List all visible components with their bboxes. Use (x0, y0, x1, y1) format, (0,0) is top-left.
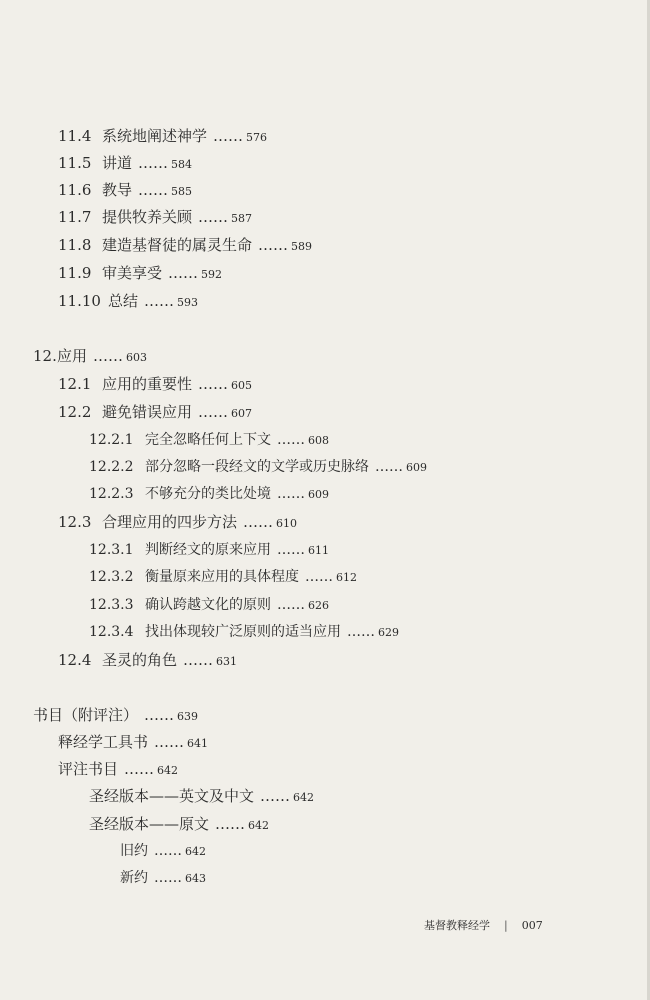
entry-title: 圣经版本——原文 (89, 815, 210, 833)
leader-dots: …… (243, 513, 274, 531)
entry-page: 629 (378, 626, 399, 639)
entry-title: 判断经文的原来应用 (145, 542, 271, 558)
leader-dots: …… (277, 542, 305, 558)
toc-entry (89, 815, 269, 835)
entry-title: 避免错误应用 (102, 403, 193, 421)
toc-entry (58, 403, 252, 423)
toc-entry (58, 760, 178, 780)
leader-dots: …… (198, 375, 229, 393)
entry-page: 642 (248, 819, 270, 832)
toc-entry (58, 154, 192, 174)
entry-number: 12.2 (58, 403, 92, 421)
footer-separator: | (504, 919, 508, 932)
toc-entry (58, 208, 252, 228)
entry-number: 12.2.3 (89, 486, 134, 502)
entry-title: 旧约 (120, 843, 148, 859)
leader-dots: …… (154, 733, 185, 751)
leader-dots: …… (154, 870, 182, 886)
entry-page: 641 (187, 737, 209, 750)
entry-number: 12.1 (58, 375, 92, 393)
entry-title: 应用 (57, 347, 88, 365)
footer-page-number: 007 (521, 919, 543, 932)
entry-number: 12.2.1 (89, 432, 134, 448)
leader-dots: …… (154, 843, 182, 859)
entry-number: 12.3 (58, 513, 92, 531)
leader-dots: …… (198, 403, 229, 421)
entry-number: 11.6 (58, 181, 92, 199)
entry-page: 585 (171, 185, 193, 198)
toc-entry (120, 842, 206, 861)
leader-dots: …… (277, 432, 305, 448)
entry-page: 608 (308, 434, 329, 447)
toc-entry (58, 733, 208, 753)
entry-title: 审美享受 (102, 264, 163, 282)
leader-dots: …… (260, 787, 291, 805)
toc-entry (89, 485, 329, 504)
footer-book-title: 基督教释经学 (424, 919, 490, 932)
entry-title: 释经学工具书 (58, 733, 149, 751)
entry-page: 589 (291, 240, 313, 253)
leader-dots: …… (144, 292, 175, 310)
entry-number: 11.7 (58, 208, 92, 226)
entry-title: 找出体现较广泛原则的适当应用 (145, 624, 341, 640)
toc-entry (89, 431, 329, 450)
toc-entry (58, 236, 312, 256)
entry-title: 系统地阐述神学 (102, 127, 208, 145)
toc-entry (58, 127, 267, 147)
entry-title: 应用的重要性 (102, 375, 193, 393)
leader-dots: …… (93, 347, 124, 365)
entry-title: 教导 (102, 181, 133, 199)
entry-number: 11.9 (58, 264, 92, 282)
entry-title: 建造基督徒的属灵生命 (102, 236, 253, 254)
entry-page: 576 (246, 131, 268, 144)
entry-page: 609 (308, 488, 329, 501)
leader-dots: …… (375, 459, 403, 475)
entry-page: 584 (171, 158, 193, 171)
entry-number: 12.4 (58, 651, 92, 669)
entry-title: 部分忽略一段经文的文学或历史脉络 (145, 459, 369, 475)
leader-dots: …… (258, 236, 289, 254)
leader-dots: …… (277, 597, 305, 613)
entry-title: 提供牧养关顾 (102, 208, 193, 226)
toc-entry (89, 787, 314, 807)
entry-title: 不够充分的类比处境 (145, 486, 271, 502)
entry-title: 圣经版本——英文及中文 (89, 787, 255, 805)
entry-page: 642 (185, 845, 206, 858)
entry-page: 642 (157, 764, 179, 777)
leader-dots: …… (183, 651, 214, 669)
entry-page: 605 (231, 379, 253, 392)
leader-dots: …… (124, 760, 155, 778)
leader-dots: …… (138, 154, 169, 172)
entry-page: 639 (177, 710, 199, 723)
entry-page: 610 (276, 517, 298, 530)
entry-title: 确认跨越文化的原则 (145, 597, 271, 613)
entry-page: 592 (201, 268, 223, 281)
toc-chapter-entry (33, 706, 198, 726)
entry-page: 603 (126, 351, 148, 364)
toc-entry (58, 651, 237, 671)
leader-dots: …… (305, 569, 333, 585)
toc-chapter-entry (33, 347, 147, 367)
entry-title: 评注书目 (58, 760, 119, 778)
toc-entry (120, 869, 206, 888)
leader-dots: …… (213, 127, 244, 145)
entry-number: 12.3.4 (89, 624, 134, 640)
entry-page: 611 (308, 544, 329, 557)
toc-entry (58, 513, 297, 533)
entry-number: 12.3.1 (89, 542, 134, 558)
entry-page: 607 (231, 407, 253, 420)
entry-title: 合理应用的四步方法 (102, 513, 238, 531)
entry-number: 11.10 (58, 292, 101, 310)
entry-title: 新约 (120, 870, 148, 886)
entry-title: 总结 (108, 292, 139, 310)
toc-entry (89, 458, 427, 477)
toc-entry (58, 375, 252, 395)
entry-title: 书目（附评注） (33, 706, 139, 724)
entry-page: 631 (216, 655, 238, 668)
leader-dots: …… (138, 181, 169, 199)
entry-number: 11.5 (58, 154, 92, 172)
toc-entry (58, 264, 222, 284)
entry-title: 圣灵的角色 (102, 651, 178, 669)
entry-number: 11.8 (58, 236, 92, 254)
toc-entry (89, 568, 357, 587)
entry-number: 12.2.2 (89, 459, 134, 475)
leader-dots: …… (277, 486, 305, 502)
entry-title: 衡量原来应用的具体程度 (145, 569, 299, 585)
entry-page: 593 (177, 296, 199, 309)
leader-dots: …… (168, 264, 199, 282)
leader-dots: …… (347, 624, 375, 640)
leader-dots: …… (198, 208, 229, 226)
entry-title: 讲道 (102, 154, 133, 172)
entry-page: 642 (293, 791, 315, 804)
entry-page: 612 (336, 571, 357, 584)
entry-page: 587 (231, 212, 253, 225)
entry-number: 11.4 (58, 127, 92, 145)
entry-title: 完全忽略任何上下文 (145, 432, 271, 448)
entry-page: 626 (308, 599, 329, 612)
entry-number: 12.3.3 (89, 597, 134, 613)
toc-entry (89, 596, 329, 615)
leader-dots: …… (215, 815, 246, 833)
entry-number: 12.3.2 (89, 569, 134, 585)
entry-number: 12. (33, 347, 57, 365)
page-footer (424, 917, 543, 933)
toc-entry (58, 292, 198, 312)
leader-dots: …… (144, 706, 175, 724)
entry-page: 609 (406, 461, 427, 474)
toc-entry (89, 623, 399, 642)
toc-entry (58, 181, 192, 201)
entry-page: 643 (185, 872, 206, 885)
toc-entry (89, 541, 329, 560)
